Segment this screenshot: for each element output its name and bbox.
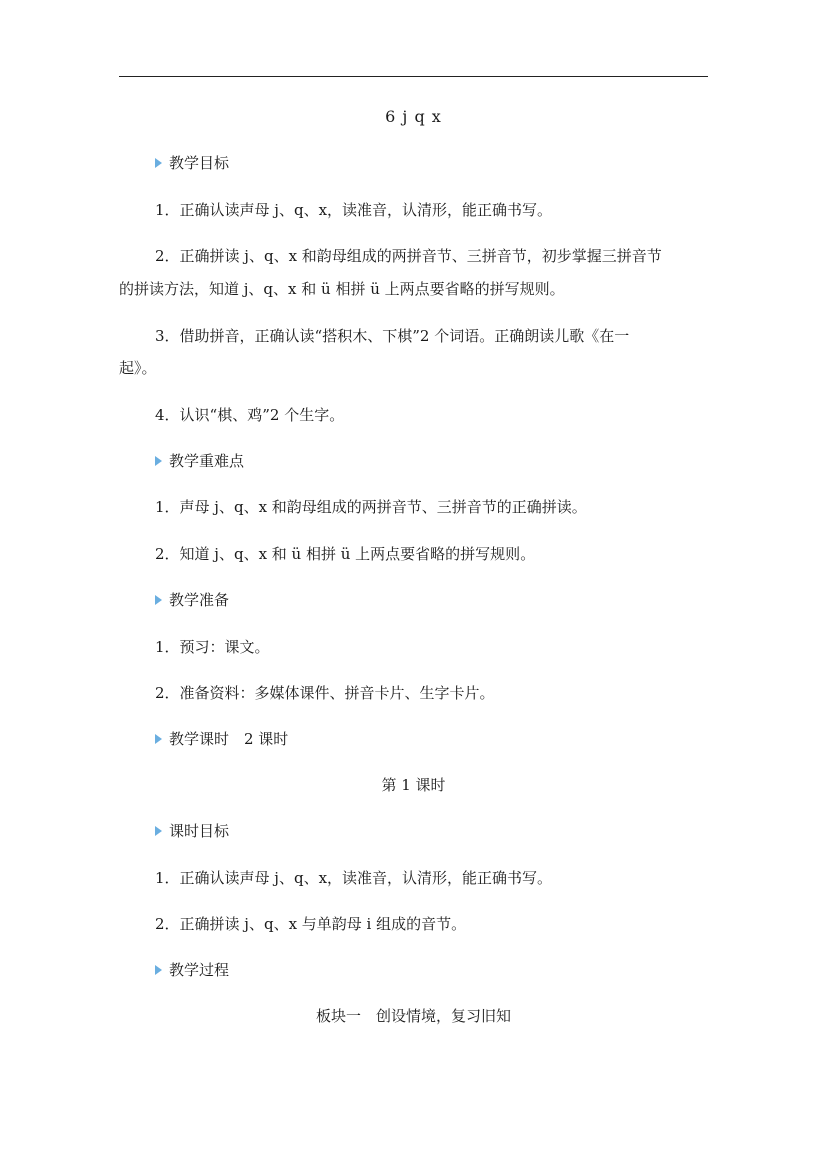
section-heading-prep: 教学准备 [155,589,229,611]
section-heading-process: 教学过程 [155,959,229,981]
goal-item: 2．正确拼读 j、q、x 和韵母组成的两拼音节、三拼音节，初步掌握三拼音节 [155,247,662,265]
section-heading-key-points: 教学重难点 [155,450,244,472]
triangle-bullet-icon [155,456,162,466]
goal-item: 3．借助拼音，正确认读“搭积木、下棋”2 个词语。正确朗读儿歌《在一 [155,327,630,345]
triangle-bullet-icon [155,158,162,168]
triangle-bullet-icon [155,595,162,605]
section-heading-hours: 教学课时 2 课时 [155,728,288,750]
key-point-item: 2．知道 j、q、x 和 ü 相拼 ü 上两点要省略的拼写规则。 [155,545,536,563]
prep-item: 2．准备资料：多媒体课件、拼音卡片、生字卡片。 [155,684,495,702]
prep-item: 1．预习：课文。 [155,638,270,656]
lesson-goal-item: 1．正确认读声母 j、q、x，读准音，认清形，能正确书写。 [155,869,553,887]
lesson-goal-item: 2．正确拼读 j、q、x 与单韵母 i 组成的音节。 [155,915,467,933]
triangle-bullet-icon [155,826,162,836]
goal-item-continued: 起》。 [119,359,157,377]
triangle-bullet-icon [155,965,162,975]
triangle-bullet-icon [155,734,162,744]
section-heading-lesson-goals: 课时目标 [155,820,229,842]
page-title: 6 j q x [385,107,442,126]
key-point-item: 1．声母 j、q、x 和韵母组成的两拼音节、三拼音节的正确拼读。 [155,498,587,516]
lesson-title: 第 1 课时 [381,776,446,794]
header-rule [119,76,708,77]
goal-item-continued: 的拼读方法，知道 j、q、x 和 ü 相拼 ü 上两点要省略的拼写规则。 [119,280,565,298]
section-heading-goals: 教学目标 [155,152,229,174]
block-title: 板块一 创设情境，复习旧知 [315,1007,511,1025]
goal-item: 1．正确认读声母 j、q、x，读准音，认清形，能正确书写。 [155,201,553,219]
goal-item: 4．认识“棋、鸡”2 个生字。 [155,406,345,424]
